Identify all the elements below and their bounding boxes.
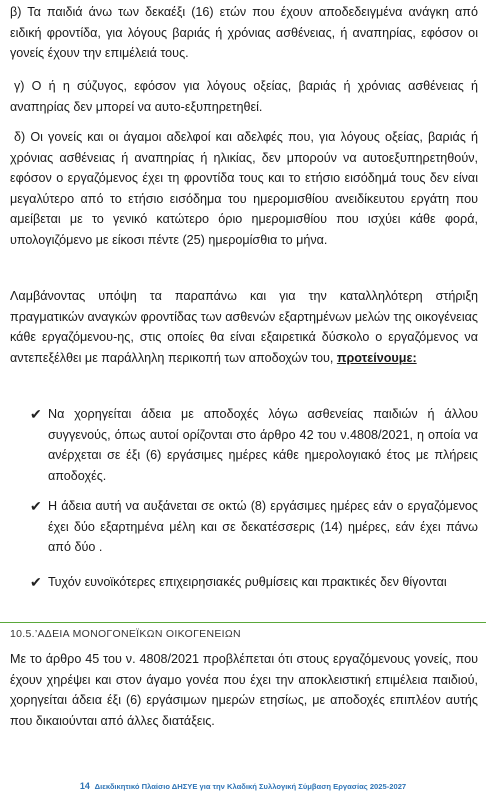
- paragraph-proposal: [10, 286, 478, 368]
- proposal-emphasis: προτείνουμε:: [336, 350, 417, 365]
- page-footer: [0, 781, 486, 791]
- section-divider: [0, 622, 486, 623]
- paragraph-d: δ) Οι γονείς και οι άγαμοι αδελφοί και αδελφές που, για λόγους οξείας, βαριάς ή χρόνιας ασθένειας ή αναπηρίας ή ηλικίας, δεν μπορούν να αυτοεξυπηρετηθούν, εφόσον ο εργαζόμενος έχει τη φροντίδα τους και το ετήσιο εισόδημά τους δεν είναι μεγαλύτερο από το ετήσιο εισόδημα του ημερομισθίου ανειδίκευτου εργάτη που αμείβεται με το γενικό κατώτερο όριο ημερομισθίου που ισχύει κάθε φορά, υπολογιζόμενο με είκοσι πέντε (25) ημερομίσθια το μήνα.: [10, 130, 478, 247]
- bullet-text: Η άδεια αυτή να αυξάνεται σε οκτώ (8) εργάσιμες ημέρες εάν ο εργαζόμενος έχει δύο εξαρτημένα μέλη και σε δεκατέσσερις (14) ημέρες, εάν έχει πάνω από δύο .: [48, 499, 478, 555]
- check-icon: ✔: [30, 498, 42, 514]
- bullet-text: Τυχόν ευνοϊκότερες επιχειρησιακές ρυθμίσεις και πρακτικές δεν θίγονται: [48, 575, 447, 589]
- check-icon: ✔: [30, 406, 42, 422]
- bullet-item: [30, 572, 478, 616]
- proposal-text: Λαμβάνοντας υπόψη τα παραπάνω και για την καταλληλότερη στήριξη πραγματικών αναγκών φροντίδας των ασθενών εξαρτημένων μελών της οικογένειας κάθε εργαζόμενου-ης, στις οποίες θα είναι εξαιρετικά δύσκολο ο εργαζόμενος να αντεπεξέλθει με παράλληλη περικοπή των αποδοχών του,: [10, 289, 478, 365]
- check-icon: ✔: [30, 574, 42, 590]
- footer-text: Διεκδικητικό Πλαίσιο ΔΗΣΥΕ για την Κλαδική Συλλογική Σύμβαση Εργασίας 2025-2027: [94, 782, 407, 791]
- bullet-item: [30, 496, 478, 560]
- page-number: 14: [79, 781, 90, 791]
- bullet-item: [30, 404, 478, 488]
- paragraph-b: β) Τα παιδιά άνω των δεκαέξι (16) ετών που έχουν αποδεδειγμένα ανάγκη από ειδική φροντίδα, για λόγους βαριάς ή χρόνιας ασθένειας, ή αναπηρίας, εφόσον οι γονείς έχουν την επιμέλειά τους.: [10, 5, 478, 61]
- bullet-text: Να χορηγείται άδεια με αποδοχές λόγω ασθενείας παιδιών ή άλλου συγγενούς, όπως αυτοί ορίζονται στο άρθρο 42 του ν.4808/2021, η οποία να ανέρχεται σε έξι (6) εργάσιμες ημέρες κάθε ημερολογιακό έτος με πλήρεις αποδοχές.: [48, 407, 478, 483]
- paragraph-g: γ) Ο ή η σύζυγος, εφόσον για λόγους οξείας, βαριάς ή χρόνιας ασθένειας ή αναπηρίας δεν μπορεί να αυτο-εξυπηρετηθεί.: [10, 79, 478, 114]
- paragraph-law: Με το άρθρο 45 του ν. 4808/2021 προβλέπεται ότι στους εργαζόμενους γονείς, που έχουν χηρέψει και στον άγαμο γονέα που έχει την αποκλειστική επιμέλεια παιδιού, χορηγείται άδεια έξι (6) εργάσιμων ημερών ετησίως, με αποδοχές επιπλέον αυτής που δικαιούνται από άλλες διατάξεις.: [10, 652, 478, 728]
- section-heading: 10.5.’ΑΔΕΙΑ ΜΟΝΟΓΟΝΕΪΚΩΝ ΟΙΚΟΓΕΝΕΙΩΝ: [10, 628, 241, 640]
